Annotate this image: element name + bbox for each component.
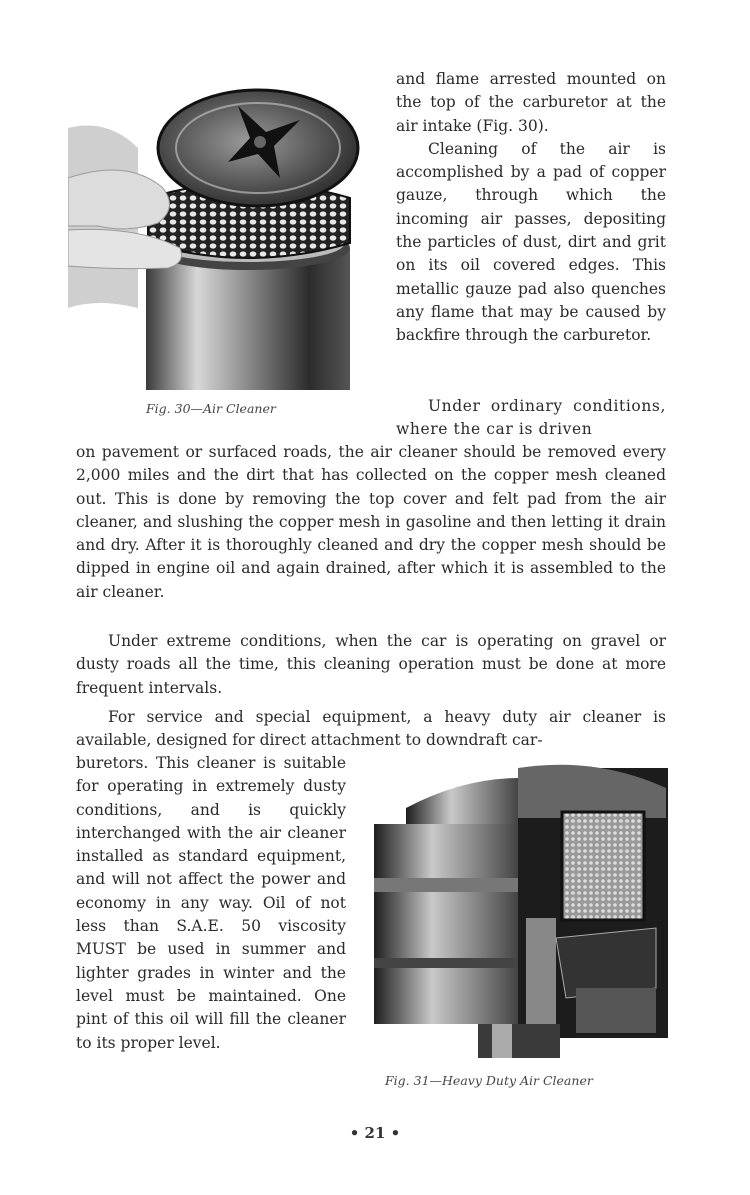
paragraph: and flame arrested mounted on the top of the carburetor at the air intake (Fig. 30). [396,70,666,135]
paragraph: on pavement or surfaced roads, the air cleaner should be removed every 2,000 miles and the dirt that has collected on the copper mesh cleaned out. This is done by removing the top cover and felt pad from the air cleaner, and slushing the copper mesh in gasoline and then letting it drain and dry. After it is thoroughly cleaned and dry the copper mesh should be dipped in engine oil and again drained, after which it is assembled to the air cleaner. [76,443,666,601]
paragraph: Cleaning of the air is accomplished by a pad of copper gauze, through which the incoming air passes, depositing the particles of dust, dirt and grit on its oil covered edges. This metallic gauze pad also quenches any flame that may be caused by backfire through the carburetor. [396,139,666,345]
right-column-text [396,68,666,348]
figure-30-caption: Fig. 30—Air Cleaner [146,401,276,416]
page-number: • 21 • [349,1124,401,1142]
paragraph: buretors. This cleaner is suitable for operating in extremely dusty conditions, and is quickly interchanged with the air cleaner installed as standard equipment, and will not affect the power and economy in any way. Oil of not less than S.A.E. 50 viscosity MUST be used in summer and lighter grades in winter and the level must be maintained. One pint of this oil will fill the cleaner to its proper level. [76,754,346,1052]
paragraph-start: Under ordinary conditions, where the car is driven [396,397,666,439]
air-cleaner-photo-icon [68,58,378,390]
figure-31-caption: Fig. 31—Heavy Duty Air Cleaner [385,1073,593,1088]
heavy-duty-air-cleaner-photo-icon [366,758,672,1064]
paragraph: Under extreme conditions, when the car is operating on gravel or dusty roads all the time, this cleaning operation must be done at more frequent intervals. [76,632,666,697]
paragraph-start: For service and special equipment, a heavy duty air cleaner is available, designed for direct attachment to downdraft car- [76,708,666,750]
